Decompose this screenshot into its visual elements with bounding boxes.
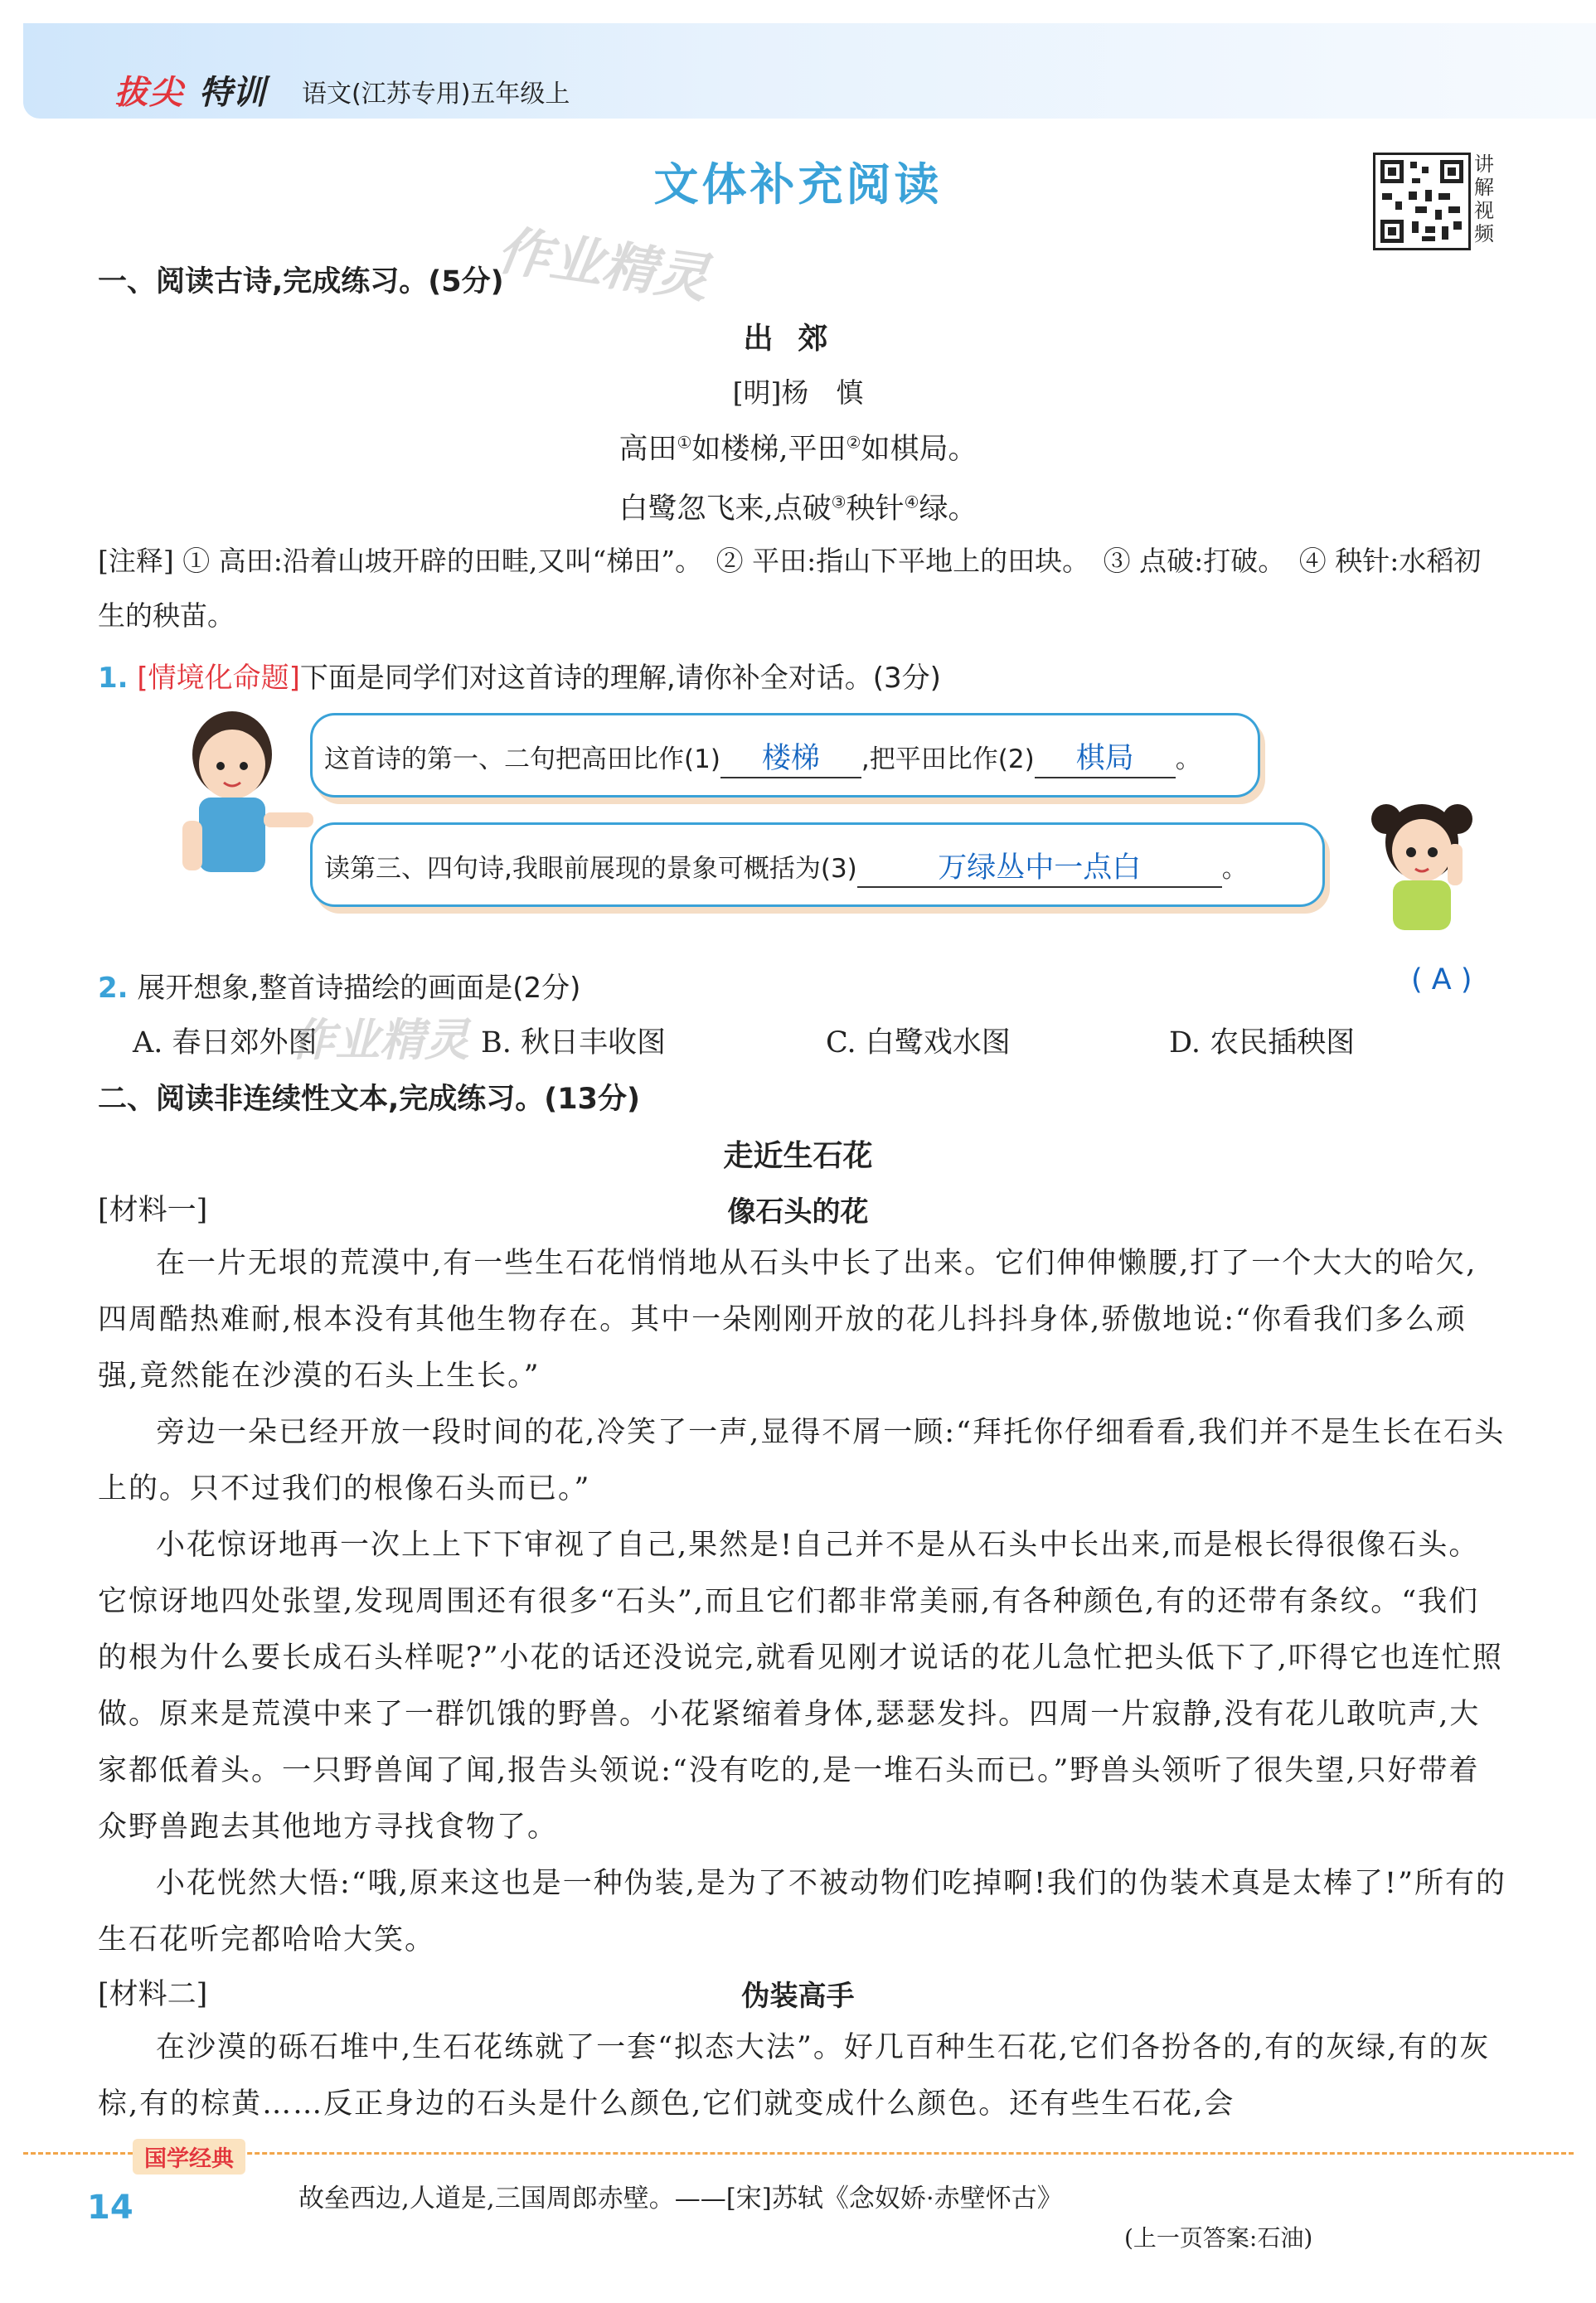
question-1: 1. [情境化命题]下面是同学们对这首诗的理解,请你补全对话。(3分) xyxy=(98,662,941,695)
section2-heading: 二、阅读非连续性文本,完成练习。(13分) xyxy=(98,1083,640,1116)
brand-red: 拔尖 xyxy=(114,74,184,112)
boy-illustration xyxy=(166,705,315,890)
paragraph: 在一片无垠的荒漠中,有一些生石花悄悄地从石头中长了出来。它们伸伸懒腰,打了一个大大的哈欠,四周酷热难耐,根本没有其他生物存在。其中一朵刚刚开放的花儿抖抖身体,骄傲地说:“你看我们多么顽强,竟然能在沙漠的石头上生长。” xyxy=(98,1247,1477,1393)
dialogue-bubble-1: 这首诗的第一、二句把高田比作(1) 楼梯 ,把平田比作(2) 棋局 。 xyxy=(310,713,1260,798)
poem-title: 出郊 xyxy=(743,321,853,356)
subject-label: 语文(江苏专用)五年级上 xyxy=(302,80,570,109)
option-c[interactable]: C. 白鹭戏水图 xyxy=(826,1026,1011,1059)
material2-body xyxy=(98,2019,1507,2132)
material1-title: 像石头的花 xyxy=(727,1195,869,1229)
question-number: 1. xyxy=(98,662,129,695)
paragraph: 在沙漠的砾石堆中,生石花练就了一套“拟态大法”。好几百种生石花,它们各扮各的,有的灰绿,有的灰棕,有的棕黄……反正身边的石头是什么颜色,它们就变成什么颜色。还有些生石花,会 xyxy=(98,2031,1491,2121)
dialogue-bubble-2: 读第三、四句诗,我眼前展现的景象可概括为(3) 万绿丛中一点白 。 xyxy=(310,822,1325,907)
material1-label: [材料一] xyxy=(98,1194,208,1227)
page-title: 文体补充阅读 xyxy=(653,158,943,211)
qr-code-icon[interactable] xyxy=(1373,153,1471,250)
paragraph: 旁边一朵已经开放一段时间的花,冷笑了一声,显得不屑一顾:“拜托你仔细看看,我们并不是生长在石头上的。只不过我们的根像石头而已。” xyxy=(98,1416,1506,1505)
option-b[interactable]: B. 秋日丰收图 xyxy=(481,1026,666,1059)
girl-illustration xyxy=(1368,794,1476,947)
watermark-2: 作业精灵 xyxy=(290,1014,469,1066)
answer-choice-2[interactable]: ( A ) xyxy=(1411,963,1472,996)
qr-label: 讲解视频 xyxy=(1474,153,1494,245)
poem-line-2: 白鹭忽飞来,点破③秧针④绿。 xyxy=(619,492,977,526)
brand-black: 特训 xyxy=(199,74,265,112)
poem-line-1: 高田①如楼梯,平田②如棋局。 xyxy=(619,432,977,466)
option-a[interactable]: A. 春日郊外图 xyxy=(133,1026,318,1059)
answer-field-2[interactable]: 棋局 xyxy=(1035,735,1176,778)
previous-answer: (上一页答案:石油) xyxy=(1124,2224,1313,2252)
section2-title: 走近生石花 xyxy=(723,1139,873,1173)
answer-field-1[interactable]: 楼梯 xyxy=(720,735,861,778)
question-tag: [情境化命题] xyxy=(137,662,300,695)
question-2: 2. 展开想象,整首诗描绘的画面是(2分) xyxy=(98,972,581,1005)
answer-field-3[interactable]: 万绿丛中一点白 xyxy=(857,845,1222,888)
footer-divider xyxy=(23,2152,1574,2155)
section1-heading: 一、阅读古诗,完成练习。(5分) xyxy=(98,265,504,298)
material2-title: 伪装高手 xyxy=(741,1980,855,2013)
option-d[interactable]: D. 农民插秧图 xyxy=(1169,1026,1356,1059)
paragraph: 小花恍然大悟:“哦,原来这也是一种伪装,是为了不被动物们吃掉啊!我们的伪装术真是太棒了!”所有的生石花听完都哈哈大笑。 xyxy=(98,1867,1506,1956)
footer-tag: 国学经典 xyxy=(133,2139,245,2175)
material2-label: [材料二] xyxy=(98,1978,208,2011)
question-number: 2. xyxy=(98,972,129,1005)
paragraph: 小花惊讶地再一次上上下下审视了自己,果然是!自己并不是从石头中长出来,而是根长得很像石头。它惊讶地四处张望,发现周围还有很多“石头”,而且它们都非常美丽,有各种颜色,有的还带有条纹。“我们的根为什么要长成石头样呢?”小花的话还没说完,就看见刚才说话的花儿急忙把头低下了,吓得它也连忙照做。原来是荒漠中来了一群饥饿的野兽。小花紧缩着身体,瑟瑟发抖。四周一片寂静,没有花儿敢吭声,大家都低着头。一只野兽闻了闻,报告头领说:“没有吃的,是一堆石头而已。”野兽头领听了很失望,只好带着众野兽跑去其他地方寻找食物了。 xyxy=(98,1529,1503,1844)
footer-quote: 故垒西边,人道是,三国周郎赤壁。——[宋]苏轼《念奴娇·赤壁怀古》 xyxy=(298,2184,1063,2213)
watermark: 作业精灵 xyxy=(493,220,713,311)
material1-body xyxy=(98,1235,1507,1968)
page-number: 14 xyxy=(87,2189,133,2227)
poem-author: [明]杨 慎 xyxy=(732,376,864,409)
poem-notes: [注释] ① 高田:沿着山坡开辟的田畦,又叫“梯田”。 ② 平田:指山下平地上的田块。 ③ 点破:打破。 ④ 秧针:水稻初生的秧苗。 xyxy=(98,545,1482,632)
